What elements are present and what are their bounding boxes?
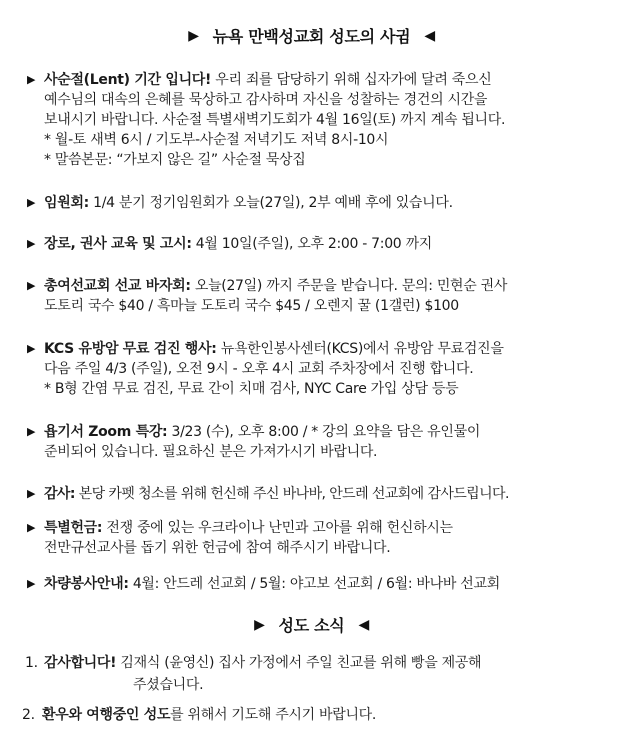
news-item-thanks: [0, 652, 623, 696]
section-title: 뉴욕 만백성교회 성도의 사귐: [212, 27, 411, 46]
news-number: 2.: [22, 707, 35, 723]
notice-item-bazaar: [0, 276, 623, 316]
notice-text: 전만규선교사를 돕기 위한 헌금에 참여 해주시기 바랍니다.: [44, 540, 391, 556]
notice-label: KCS 유방암 무료 검진 행사:: [44, 341, 217, 357]
notice-text: * 말씀본문: “가보지 않은 길” 사순절 묵상집: [44, 152, 306, 168]
notice-line: [44, 234, 623, 254]
notice-item-job-lecture: [0, 422, 623, 462]
notice-item-kcs-screening: [0, 339, 623, 399]
news-text: 주셨습니다.: [133, 677, 204, 693]
notice-text: 보내시기 바랍니다. 사순절 특별새벽기도회가 4월 16일(토) 까지 계속 됩니다.: [44, 112, 506, 128]
section-header-notices: [0, 24, 623, 47]
bullet-icon: ▶: [27, 196, 36, 209]
notice-label: 특별헌금:: [44, 520, 103, 536]
news-label: 환우와 여행중인 성도: [42, 707, 171, 723]
section-title: 성도 소식: [278, 616, 345, 635]
notice-item-vehicle-service: [0, 574, 623, 594]
notice-line: [44, 518, 623, 538]
notice-item-lent: [0, 70, 623, 170]
bullet-icon: ▶: [27, 73, 36, 86]
notice-text: * 월-토 새벽 6시 / 기도부-사순절 저녁기도 저녁 8시-10시: [44, 132, 389, 148]
notice-text: 4월 10일(주일), 오후 2:00 - 7:00 까지: [195, 236, 433, 252]
notice-label: 감사:: [44, 486, 75, 502]
notice-line: [44, 70, 623, 90]
notice-text: 다음 주일 4/3 (주일), 오전 9시 - 오후 4시 교회 주차장에서 진행 합니다.: [44, 361, 474, 377]
bullet-icon: ▶: [27, 577, 36, 590]
left-triangle-icon: ◀: [424, 27, 435, 44]
notice-label: 차량봉사안내:: [44, 576, 129, 592]
notice-text: 뉴욕한인봉사센터(KCS)에서 유방암 무료검진을: [220, 341, 504, 357]
notice-line: [44, 422, 623, 442]
notice-item-elder-training: [0, 234, 623, 254]
notice-text: 1/4 분기 정기임원회가 오늘(27일), 2부 예배 후에 있습니다.: [93, 195, 453, 211]
notice-label: 총여선교회 선교 바자회:: [44, 278, 191, 294]
notice-text: 전쟁 중에 있는 우크라이나 난민과 고아를 위해 헌신하시는: [106, 520, 453, 536]
notice-text: 준비되어 있습니다. 필요하신 분은 가져가시기 바랍니다.: [44, 444, 378, 460]
bullet-icon: ▶: [27, 237, 36, 250]
news-number: 1.: [25, 655, 38, 671]
section-header-news: [0, 613, 623, 636]
bullet-icon: ▶: [27, 521, 36, 534]
notice-line: [44, 339, 623, 359]
notice-item-thanks: [0, 484, 623, 504]
notice-text: 우리 죄를 담당하기 위해 십자가에 달려 죽으신: [215, 72, 492, 88]
news-item-prayer: [0, 704, 623, 726]
notice-text: 3/23 (수), 오후 8:00 / * 강의 요약을 담은 유인물이: [171, 424, 481, 440]
notice-item-board-meeting: [0, 193, 623, 213]
notice-line: [44, 574, 623, 594]
notice-label: 임원회:: [44, 195, 89, 211]
notice-label: 장로, 권사 교육 및 고시:: [44, 236, 192, 252]
notice-line: [44, 276, 623, 296]
notice-label: 욥기서 Zoom 특강:: [44, 424, 168, 440]
right-triangle-icon: ▶: [254, 616, 265, 633]
notice-item-special-offering: [0, 518, 623, 558]
bullet-icon: ▶: [27, 342, 36, 355]
news-line: [0, 704, 623, 726]
notice-label: 사순절(Lent) 기간 입니다!: [44, 72, 212, 88]
news-label: 감사합니다!: [44, 655, 117, 671]
notice-text: 예수님의 대속의 은혜를 묵상하고 감사하며 자신을 성찰하는 경건의 시간을: [44, 92, 488, 108]
notice-text: 본당 카펫 청소를 위해 헌신해 주신 바나바, 안드레 선교회에 감사드립니다.: [78, 486, 509, 502]
notice-text: 오늘(27일) 까지 주문을 받습니다. 문의: 민현순 권사: [194, 278, 508, 294]
notice-text: 도토리 국수 $40 / 흑마늘 도토리 국수 $45 / 오렌지 꿀 (1갤런) $100: [44, 298, 459, 314]
notice-line: [44, 193, 623, 213]
notice-text: 4월: 안드레 선교회 / 5월: 야고보 선교회 / 6월: 바나바 선교회: [132, 576, 500, 592]
notice-line: [44, 484, 623, 504]
news-text: 를 위해서 기도해 주시기 바랍니다.: [170, 707, 377, 723]
right-triangle-icon: ▶: [188, 27, 199, 44]
left-triangle-icon: ◀: [358, 616, 369, 633]
notice-text: * B형 간염 무료 검진, 무료 간이 치매 검사, NYC Care 가입 상담 등등: [44, 381, 459, 397]
news-text: 김재식 (윤영신) 집사 가정에서 주일 친교를 위해 빵을 제공해: [120, 655, 482, 671]
bullet-icon: ▶: [27, 487, 36, 500]
bullet-icon: ▶: [27, 279, 36, 292]
news-line: [0, 652, 623, 674]
bullet-icon: ▶: [27, 425, 36, 438]
